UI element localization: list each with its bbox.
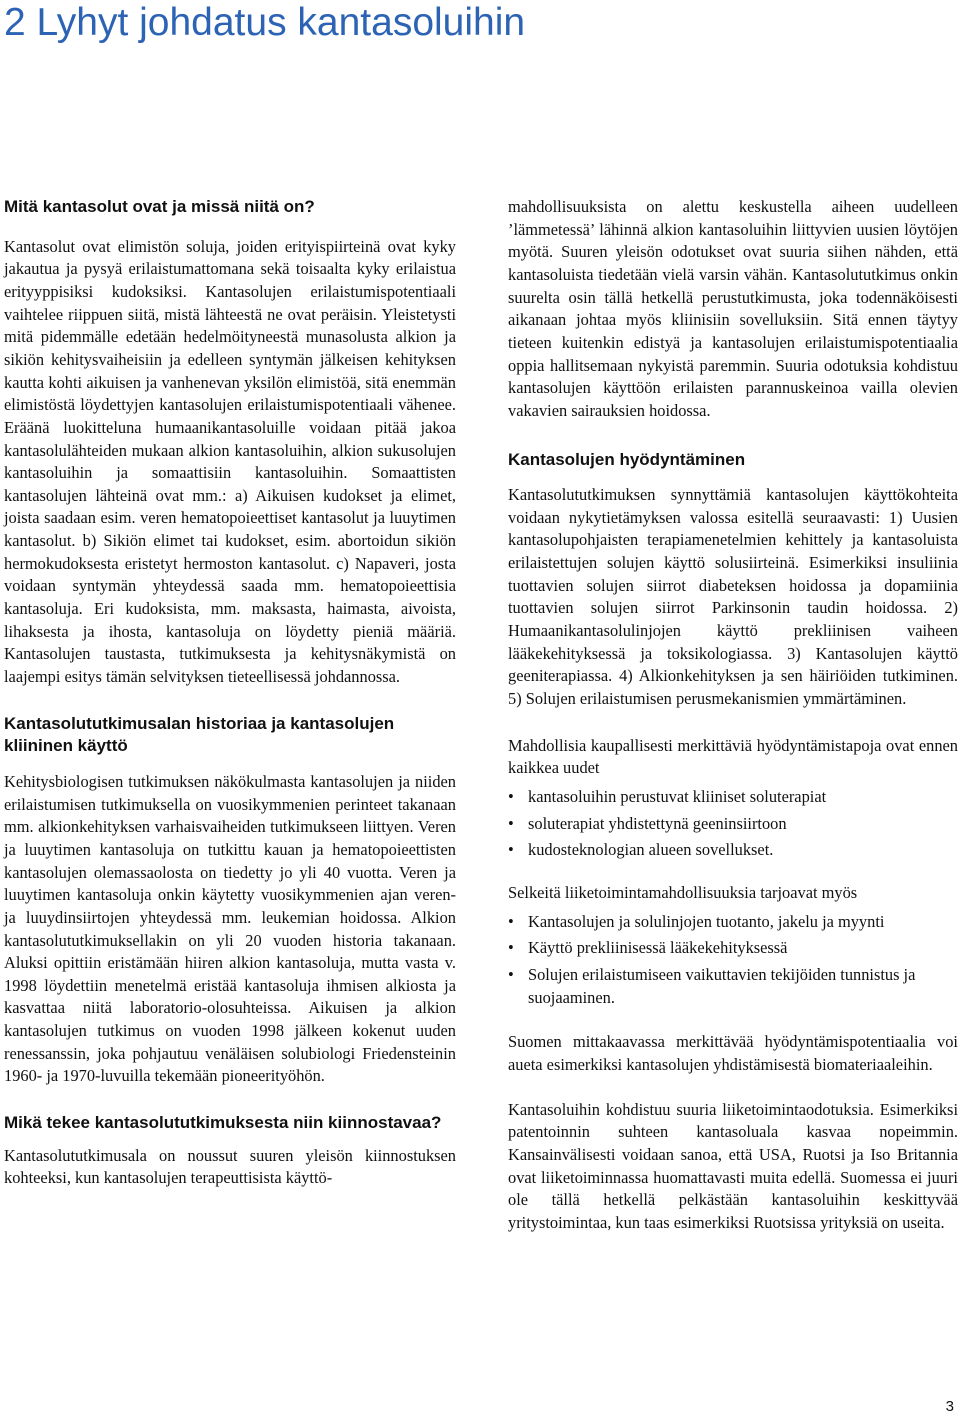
section-heading-why-interesting: Mikä tekee kantasolututkimuksesta niin kiinnostavaa?: [4, 1113, 442, 1133]
list-item: • Solujen erilaistumiseen vaikuttavien tekijöiden tunnistus ja suojaaminen.: [508, 964, 916, 1007]
right-column: [508, 196, 958, 1235]
list-item: • soluterapiat yhdistettynä geeninsiirtoon: [508, 813, 958, 836]
section-heading-utilization: Kantasolujen hyödyntäminen: [508, 449, 746, 469]
paragraph-stem-cell-definition: Kantasolut ovat elimistön soluja, joiden erityispiirteinä ovat kyky jakautua ja pysyä erilaistumattomana sekä toisaalta kyky erilaistua erityyppisiksi kudoksiksi. Kantasolujen erilaistumispotentiaali vaihtelee riippuen siitä, mistä lähteestä ne ovat peräisin. Yleistetysti mitä pidemmälle edetään hedelmöityneestä munasolusta alkion ja sikiön kehitysvaiheisiin ja edelleen syntymän jälkeisen kehityksen kautta kohti aikuisen ja vanhenevan yksilön elimistöä, sitä enemmän elimistöstä löydettyjen kantasolujen erilaistumispotentiaali vähenee. Eräänä luokitteluna humaanikantasoluille voidaan pitää jakoa kantasolulähteiden mukaan alkion kantasoluihin, alkion sukusolujen kantasoluihin ja somaattisiin kantasoluihin. Somaattisten kantasolujen lähteinä ovat mm.: a) Aikuisen kudokset ja elimet, joista saadaan esim. veren hematopoieettiset kantasolut ja luuytimen kantasolut. b) Sikiön elimet tai kudokset, esim. abortoidun sikiön hermokudoksesta eristetyt hermoston kantasolut. c) Napaveri, josta voidaan syntymän yhteydessä saada mm. hematopoieettisia kantasoluja. Eri kudoksista, mm. maksasta, haimasta, aivoista, lihaksesta ja ihosta, kantasoluja on löydetty pieniä määriä. Kantasolujen taustasta, tutkimuksesta ja kehitysnäkymistä on laajempi esitys tämän selvityksen tieteellisessä johdannossa.: [4, 236, 456, 687]
bullet-icon: •: [508, 840, 514, 860]
business-list: [508, 911, 958, 1010]
bullet-icon: •: [508, 813, 514, 833]
commercial-list: [508, 786, 958, 862]
list-item: • kantasoluihin perustuvat kliiniset soluterapiat: [508, 786, 958, 809]
paragraph-utilization: Kantasolututkimuksen synnyttämiä kantasolujen käyttökohteita voidaan nykytietämyksen valossa esitellä seuraavasti: 1) Uusien kantasolupohjaisten terapiamenetelmien kehittely ja kantasoluista erilaistettujen solujen käyttö solusiirteinä. Esimerkiksi insuliinia tuottavien solujen siirrot diabeteksen hoidossa ja dopamiinia tuottavien solujen siirrot Parkinsonin taudin hoidossa. 2) Humaanikantasolulinjojen käyttö prekliinisen vaiheen lääkekehityksessä ja toksikologiassa. 3) Kantasolujen käyttö geeniterapiassa. 4) Alkionkehityksen ja sen häiriöiden tutkiminen. 5) Solujen erilaistumisen perusmekanismien ymmärtäminen.: [508, 485, 958, 709]
list-item: • Käyttö prekliinisessä lääkekehityksessä: [508, 937, 958, 960]
page-title: 2 Lyhyt johdatus kantasoluihin: [4, 1, 526, 44]
paragraph-continuation: mahdollisuuksista on alettu keskustella aiheen uudelleen ’lämmetessä’ lähinnä alkion kantasoluihin liittyvien uusien löytöjen myötä. Suuren yleisön odotukset ovat suuria siihen nähden, että kantasoluista tiedetään vielä varsin vähän. Kantasolututkimus onkin suurelta osin tällä hetkellä perustutkimusta, joka todennäköisesti aikanaan johtaa myös kliinisiin sovelluksiin. Sitä ennen täytyy tieteen kuitenkin edistyä ja kantasolujen erilaistumispotentiaalia oppia hallitsemaan nykyistä paremmin. Suuria odotuksia kohdistuu kantasolujen käyttöön erilaisten parannuskeinoa vailla olevien vakavien sairauksien hoidossa.: [508, 197, 958, 420]
paragraph-commercial-intro: Mahdollisia kaupallisesti merkittäviä hyödyntämistapoja ovat ennen kaikkea uudet: [508, 735, 958, 778]
bullet-icon: •: [508, 911, 514, 931]
section-heading-history: Kantasolututkimusalan historiaa ja kantasolujen kliininen käyttö: [4, 713, 395, 756]
list-item: • Kantasolujen ja solulinjojen tuotanto, jakelu ja myynti: [508, 911, 958, 934]
bullet-icon: •: [508, 964, 514, 984]
paragraph-why-interesting: Kantasolututkimusala on noussut suuren yleisön kiinnostuksen kohteeksi, kun kantasolujen terapeuttisista käyttö-: [4, 1145, 456, 1188]
section-heading-what-are-stem-cells: Mitä kantasolut ovat ja missä niitä on?: [4, 197, 315, 216]
left-column: [4, 196, 456, 1190]
bullet-icon: •: [508, 938, 514, 958]
paragraph-finnish-potential: Suomen mittakaavassa merkittävää hyödyntämispotentiaalia voi aueta esimerkiksi kantasolujen yhdistämisestä biomateriaaleihin.: [508, 1032, 958, 1074]
list-item: • kudosteknologian alueen sovellukset.: [508, 839, 958, 862]
paragraph-business-expectations: Kantasoluihin kohdistuu suuria liiketoimintaodotuksia. Esimerkiksi patentoinnin suhteen kantasoluala kasvaa nopeimmin. Kansainvälisesti voidaan sanoa, että USA, Ruotsi ja Iso Britannia ovat liiketoiminnassa huomattavasti muita edellä. Suomessa ei juuri ole tällä hetkellä pelkästään kantasoluihin keskittyvää yritystoimintaa, kun taas esimerkiksi Ruotsissa yrityksiä on useita.: [508, 1099, 958, 1232]
bullet-icon: •: [508, 787, 514, 807]
page-number: 3: [945, 1398, 954, 1415]
paragraph-history: Kehitysbiologisen tutkimuksen näkökulmasta kantasolujen ja niiden erilaistumisen tutkimuksella on vuosikymmenien perinteet takanaan mm. alkionkehityksen varhaisvaiheiden tutkimukseen liittyen. Veren ja luuytimen kantasoluja on tutkittu kauan ja hematopoieettisten kantasolujen olemassaolosta on tiedetty jo yli 40 vuotta. Veren ja luuytimen kantasoluja onkin käytetty vuosikymmenien ajan veren- ja luuydinsiirtojen yhteydessä mm. leukemian hoidossa. Alkion kantasolututkimuksellakin on yli 20 vuoden historia takanaan. Aluksi opittiin eristämään hiiren alkion kantasoluja, mutta vasta v. 1998 löydettiin menetelmä eristää kantasoluja ihmisen alkiosta ja kasvattaa niitä laboratorio-olosuhteissa. Aikuisen ja alkion kantasolujen tutkimus on vuoden 1998 jälkeen kokenut uuden renessanssin, joka pohjautuu venäläisen solubiologi Friedensteinin 1960- ja 1970-luvuilla tekemään pioneerityöhön.: [4, 771, 456, 1086]
paragraph-business-intro: Selkeitä liiketoimintamahdollisuuksia tarjoavat myös: [508, 883, 858, 902]
